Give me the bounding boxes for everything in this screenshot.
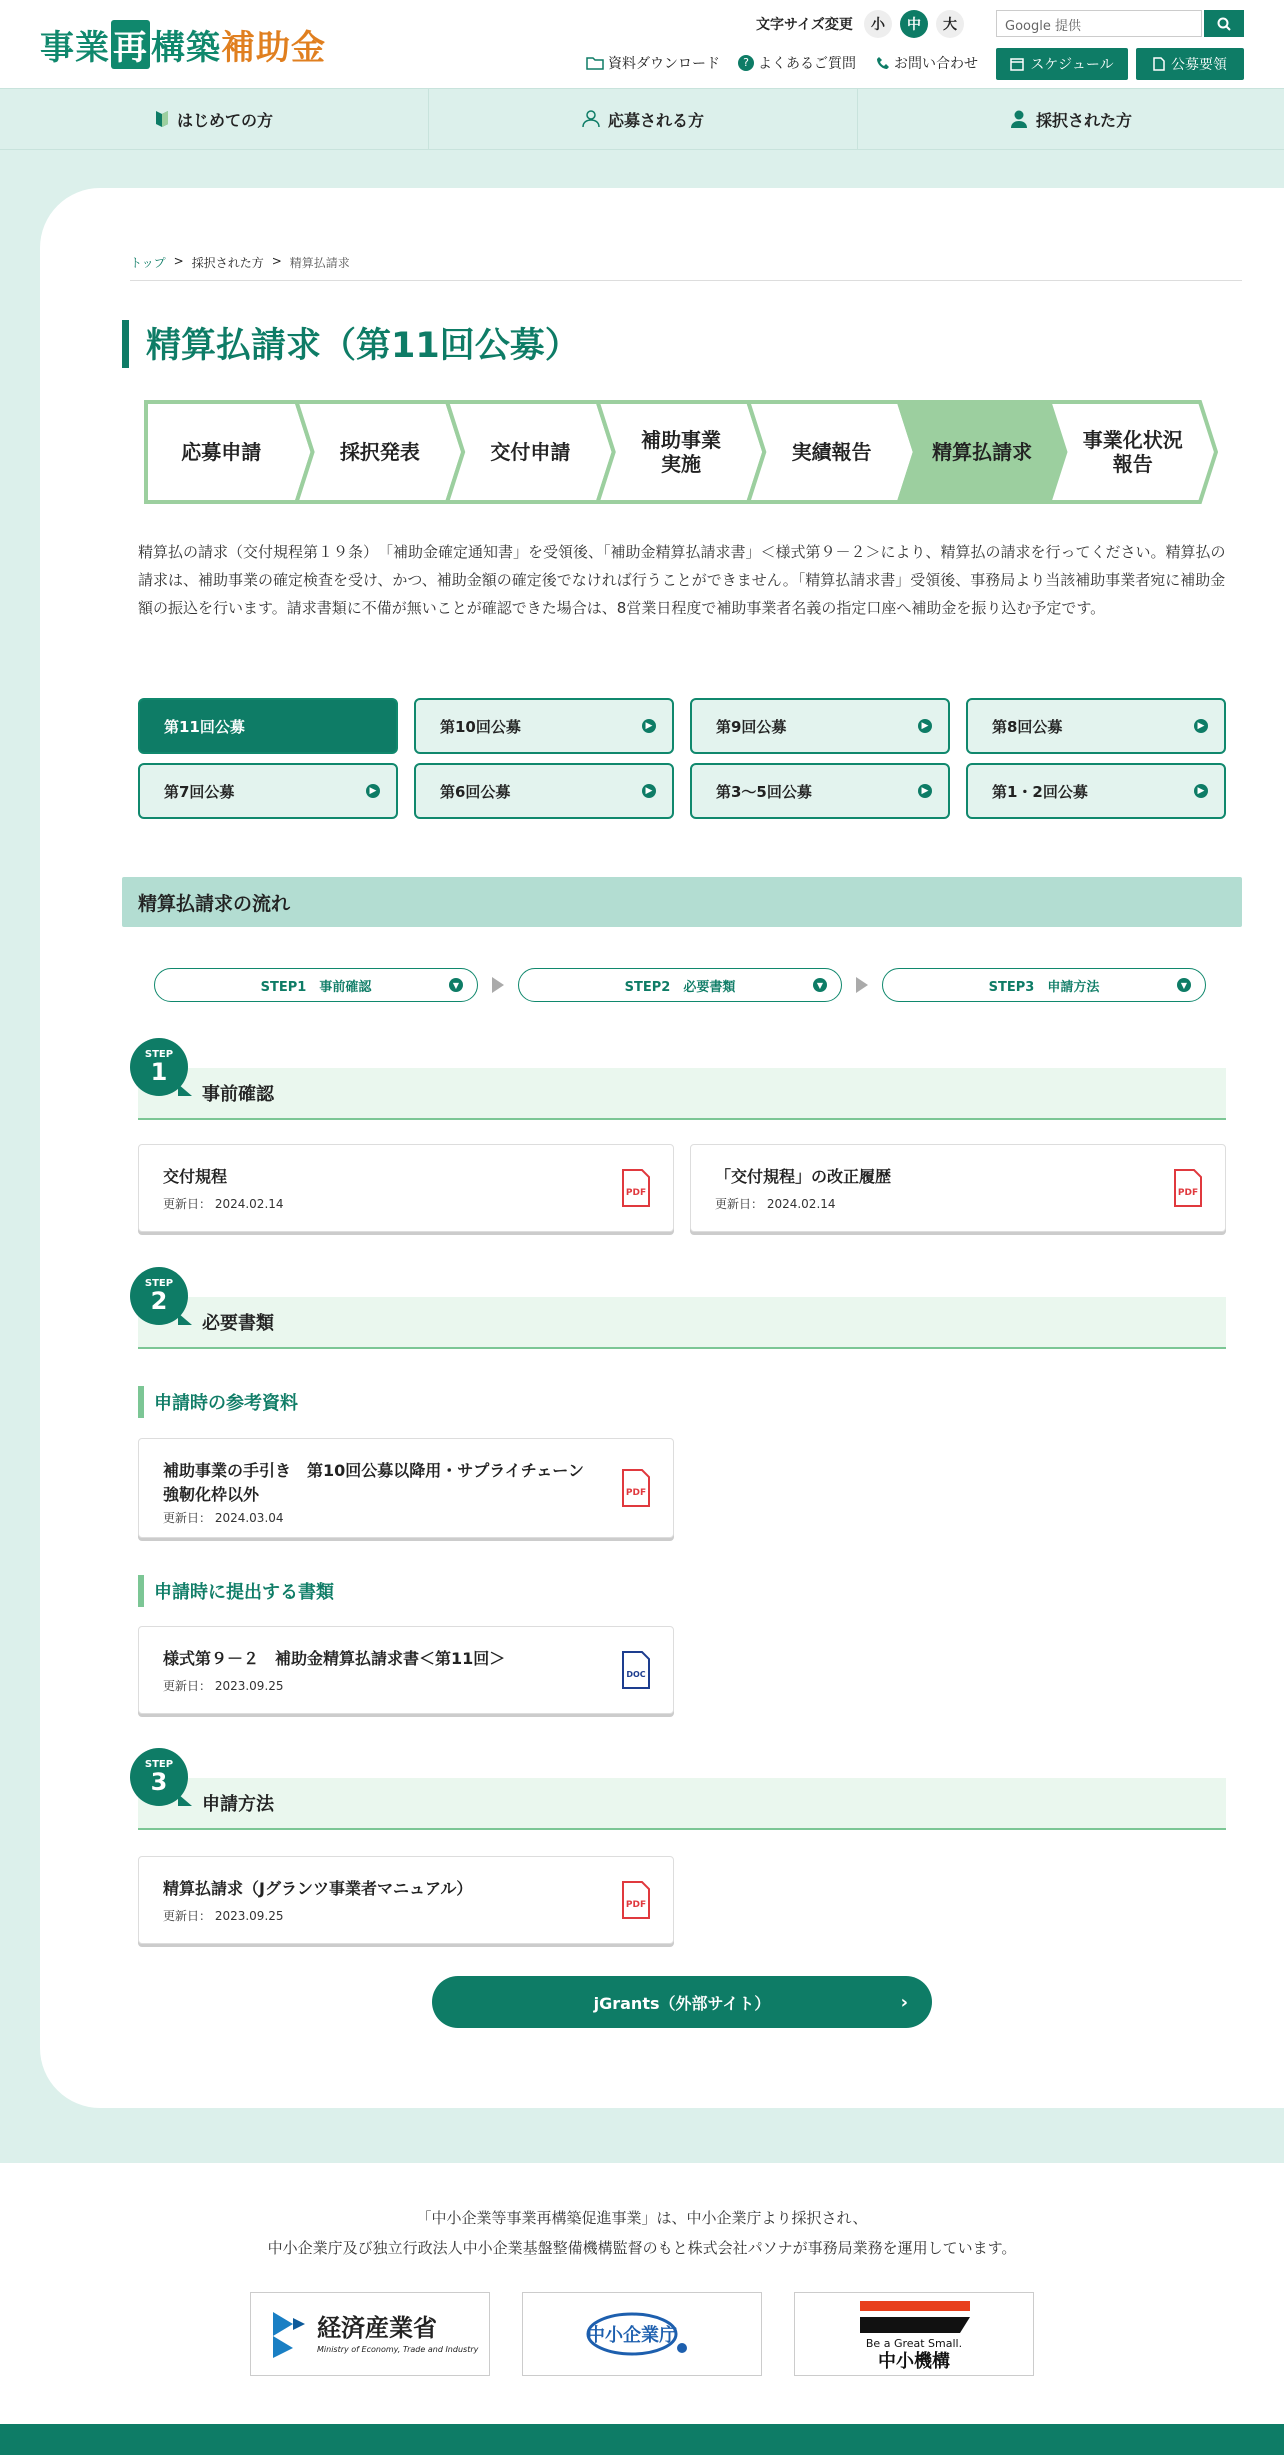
doc-date: 更新日： 2024.02.14 [715, 1197, 836, 1211]
sme-agency-logo-graphic [582, 2304, 702, 2364]
document-icon [1153, 57, 1165, 71]
round-tab[interactable] [690, 698, 950, 754]
svg-text:経済産業省: 経済産業省 [317, 2313, 437, 2342]
step-number: 3 [150, 1768, 168, 1796]
global-nav [0, 88, 1284, 150]
chevron-right-icon: ▶ [918, 784, 932, 798]
question-icon: ? [738, 55, 754, 71]
step1-heading [138, 1068, 1226, 1120]
doc-date: 更新日： 2023.09.25 [163, 1679, 284, 1693]
badge-tail [178, 1313, 192, 1325]
download-link-label: 資料ダウンロード [608, 56, 720, 72]
process-step-label: 実施 [661, 452, 701, 476]
chevron-right-icon: ▶ [918, 719, 932, 733]
chevron-down-icon: ▼ [1177, 978, 1191, 992]
doc-card[interactable] [690, 1144, 1226, 1232]
footer-bar [0, 2424, 1284, 2455]
chevron-right-icon: ▶ [366, 784, 380, 798]
step-word: STEP [144, 1759, 174, 1770]
breadcrumb-current: 精算払請求 [289, 256, 350, 270]
svg-text:Ministry of Economy, Trade and: Ministry of Economy, Trade and Industry [317, 2345, 479, 2354]
breadcrumb-separator: > [173, 254, 184, 268]
step2-heading [138, 1297, 1226, 1349]
chevron-right-icon: › [900, 1992, 908, 2013]
svg-text:PDF: PDF [625, 1488, 647, 1498]
svg-text:中小企業庁: 中小企業庁 [587, 2325, 677, 2346]
faq-link-label: よくあるご質問 [758, 56, 856, 72]
faq-link[interactable] [738, 53, 856, 73]
phone-icon [876, 56, 890, 70]
round-tab[interactable] [966, 763, 1226, 819]
meti-logo-graphic [259, 2304, 481, 2364]
process-step-label: 応募申請 [181, 440, 262, 464]
round-tab-label: 第7回公募 [164, 782, 235, 801]
round-tab[interactable] [414, 698, 674, 754]
person-icon [1010, 110, 1028, 128]
chevron-right-icon: ▶ [642, 719, 656, 733]
step3-badge [130, 1748, 188, 1806]
step-number: 1 [150, 1058, 168, 1086]
pdf-icon [1173, 1169, 1203, 1207]
footer-line: 中小企業庁及び独立行政法人中小企業基盤整備機構監督のもと株式会社パソナが事務局業務を運用しています。 [267, 2239, 1017, 2257]
breadcrumb-adopted[interactable]: 採択された方 [191, 256, 264, 270]
download-link[interactable] [586, 53, 720, 73]
svg-text:PDF: PDF [625, 1900, 647, 1910]
round-tab-label: 第1・2回公募 [992, 782, 1088, 801]
schedule-button[interactable] [996, 48, 1128, 80]
step2-anchor-link[interactable] [518, 968, 842, 1002]
contact-link[interactable] [876, 53, 978, 73]
logo-text: 事業 [40, 28, 110, 68]
font-size-label: 文字サイズ変更 [756, 17, 853, 33]
doc-date: 更新日： 2024.02.14 [163, 1197, 284, 1211]
search-button[interactable] [1204, 10, 1244, 37]
chevron-down-icon: ▼ [449, 978, 463, 992]
search-input[interactable]: Google 提供 [996, 10, 1202, 37]
title-accent [122, 320, 129, 368]
round-tab[interactable] [966, 698, 1226, 754]
process-step-label: 採択発表 [339, 440, 420, 464]
doc-title: 補助事業の手引き 第10回公募以降用・サプライチェーン強靭化枠以外 [163, 1461, 584, 1504]
breadcrumb [130, 254, 350, 271]
nav-item-adopted[interactable] [858, 89, 1284, 149]
chevron-down-icon: ▼ [813, 978, 827, 992]
guidelines-button-label: 公募要領 [1171, 57, 1227, 73]
process-step-label: 補助事業 [641, 428, 721, 452]
process-steps [144, 400, 1218, 504]
font-size-small-button[interactable]: 小 [864, 10, 892, 38]
footer-text [0, 2203, 1284, 2263]
search-icon [1217, 17, 1231, 31]
arrow-right-icon [856, 977, 868, 993]
doc-title: 精算払請求（Jグランツ事業者マニュアル） [163, 1879, 473, 1898]
step-word: STEP [144, 1049, 174, 1060]
step-link-label: STEP1 事前確認 [260, 979, 372, 995]
doc-date: 更新日： 2023.09.25 [163, 1909, 284, 1923]
page-title: 精算払請求（第11回公募） [146, 326, 580, 366]
doc-title: 交付規程 [163, 1167, 228, 1186]
round-tab-label: 第10回公募 [440, 717, 521, 736]
arrow-right-icon [492, 977, 504, 993]
beginner-mark-icon [155, 110, 169, 128]
schedule-button-label: スケジュール [1030, 57, 1114, 73]
chevron-right-icon: ▶ [642, 784, 656, 798]
font-size-large-button[interactable]: 大 [936, 10, 964, 38]
badge-tail [178, 1794, 192, 1806]
smrj-logo-graphic [844, 2297, 984, 2371]
round-tab[interactable] [138, 763, 398, 819]
logo-text: 再 [111, 20, 150, 69]
step-title: 申請方法 [202, 1794, 274, 1815]
section-heading: 精算払請求の流れ [122, 877, 1242, 927]
pdf-icon [621, 1469, 651, 1507]
pdf-icon [621, 1169, 651, 1207]
step-title: 事前確認 [202, 1084, 274, 1105]
nav-item-label: 採択された方 [1035, 110, 1132, 130]
svg-text:Be a Great Small.: Be a Great Small. [865, 2337, 963, 2350]
contact-link-label: お問い合わせ [894, 56, 978, 72]
sme-agency-logo[interactable] [522, 2292, 762, 2376]
process-step-label: 精算払請求 [932, 440, 1033, 464]
subheading: 申請時の参考資料 [138, 1386, 298, 1418]
step3-heading [138, 1778, 1226, 1830]
round-tab[interactable] [690, 763, 950, 819]
folder-icon [586, 56, 604, 70]
svg-text:DOC: DOC [626, 1670, 646, 1679]
round-tab-label: 第6回公募 [440, 782, 511, 801]
description: 精算払の請求（交付規程第１９条） 「補助金確定通知書」を受領後、「補助金精算払請求書」＜様式第９－２＞により、精算払の請求を行ってください。精算払の請求は、補助事業の確定検査を受け、かつ、補助金額の確定後でなければ行うことができません。「精算払請求書」受領後、事務局より当該補助事業者宛に補助金額の振込を行います。請求書類に不備が無いことが確認できた場合は、8営業日程度で補助事業者名義の指定口座へ補助金を振り込む予定です。 [138, 543, 1226, 617]
round-tab[interactable] [414, 763, 674, 819]
step-number: 2 [150, 1287, 168, 1315]
nav-item-applicants[interactable] [429, 89, 857, 149]
doc-date: 更新日： 2024.03.04 [163, 1511, 284, 1525]
step-title: 必要書類 [202, 1313, 274, 1334]
nav-item-label: はじめての方 [176, 110, 273, 130]
subheading: 申請時に提出する書類 [138, 1575, 334, 1607]
smrj-logo[interactable] [794, 2292, 1034, 2376]
calendar-icon [1010, 57, 1024, 71]
breadcrumb-separator: > [271, 254, 282, 268]
svg-text:PDF: PDF [1177, 1188, 1199, 1198]
round-tab-label: 第3〜5回公募 [716, 782, 812, 801]
process-step-label: 事業化状況 [1082, 428, 1183, 452]
person-outline-icon [582, 110, 600, 128]
doc-card[interactable] [138, 1626, 674, 1714]
divider [130, 280, 1242, 281]
doc-card[interactable] [138, 1856, 674, 1944]
nav-item-label: 応募される方 [607, 110, 704, 130]
round-tab[interactable] [138, 698, 398, 754]
font-size-medium-button[interactable]: 中 [900, 10, 928, 38]
footer-line: 「中小企業等事業再構築促進事業」は、中小企業庁より採択され、 [416, 2209, 868, 2227]
chevron-right-icon: ▶ [1194, 719, 1208, 733]
svg-text:中小機構: 中小機構 [878, 2351, 950, 2371]
round-tab-label: 第8回公募 [992, 717, 1063, 736]
chevron-right-icon: ▶ [1194, 784, 1208, 798]
step-link-label: STEP2 必要書類 [624, 979, 736, 995]
step1-badge [130, 1038, 188, 1096]
doc-file-icon [621, 1651, 651, 1689]
step-link-label: STEP3 申請方法 [988, 979, 1100, 995]
badge-tail [178, 1084, 192, 1096]
guidelines-button[interactable] [1136, 48, 1244, 80]
doc-title: 様式第９－２ 補助金精算払請求書＜第11回＞ [163, 1649, 506, 1668]
round-tab-label: 第9回公募 [716, 717, 787, 736]
process-step-label: 実績報告 [791, 440, 872, 464]
step2-badge [130, 1267, 188, 1325]
nav-item-beginners[interactable] [0, 89, 428, 149]
jgrants-button-label: jGrants（外部サイト） [593, 1993, 771, 2013]
logo-text: 補助金 [221, 28, 326, 68]
doc-card[interactable] [138, 1438, 674, 1538]
doc-title: 「交付規程」の改正履歴 [715, 1167, 892, 1186]
pdf-icon [621, 1881, 651, 1919]
breadcrumb-top[interactable]: トップ [130, 256, 166, 270]
step-word: STEP [144, 1278, 174, 1289]
logo-text: 構築 [151, 28, 221, 68]
site-logo[interactable] [40, 20, 326, 69]
doc-card[interactable] [138, 1144, 674, 1232]
step3-anchor-link[interactable] [882, 968, 1206, 1002]
site-header [0, 0, 1284, 88]
svg-text:PDF: PDF [625, 1188, 647, 1198]
process-step-label: 報告 [1112, 452, 1153, 476]
jgrants-button[interactable] [432, 1976, 932, 2028]
step1-anchor-link[interactable] [154, 968, 478, 1002]
round-tab-label: 第11回公募 [164, 717, 245, 736]
meti-logo[interactable] [250, 2292, 490, 2376]
process-step-label: 交付申請 [490, 440, 571, 464]
